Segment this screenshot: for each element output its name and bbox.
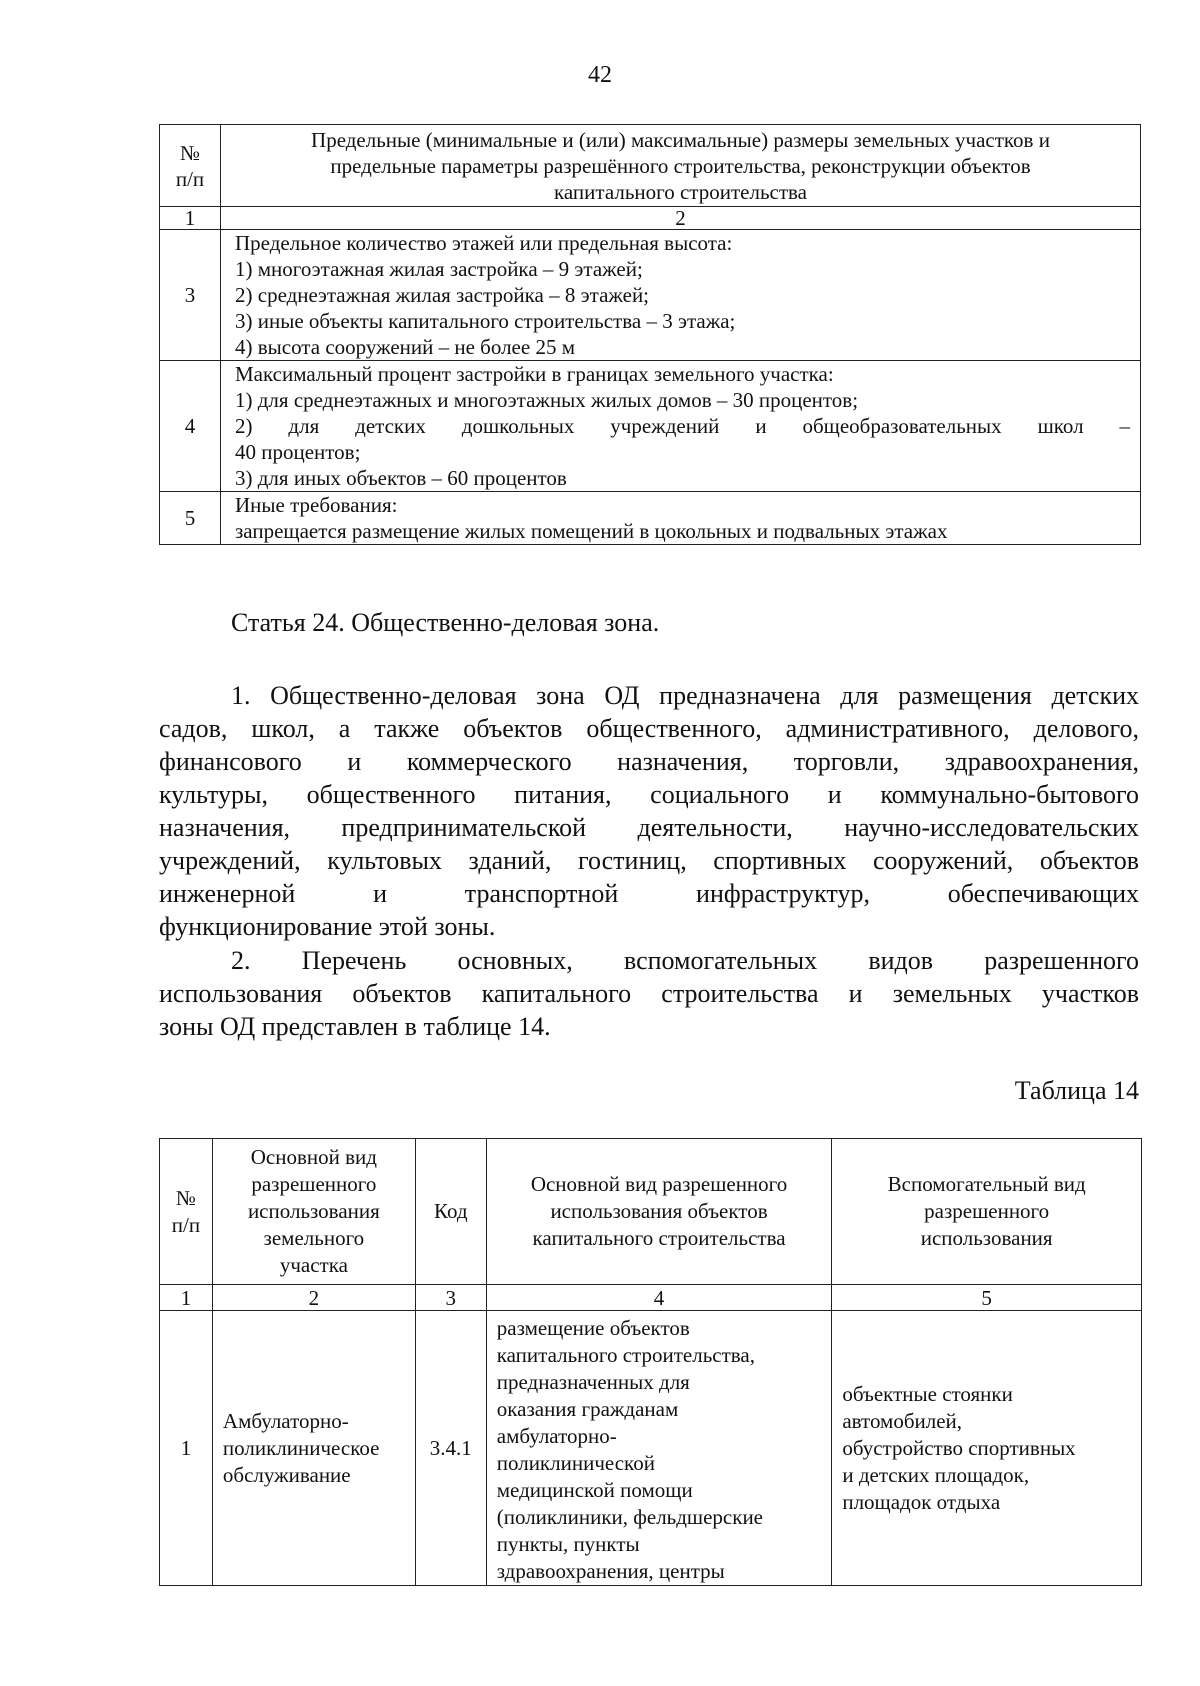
table-row (160, 361, 1141, 492)
table-header-row (160, 125, 1141, 207)
row-number: 4 (160, 361, 221, 492)
paragraph-line: финансового и коммерческого назначения, торговли, здравоохранения, (159, 747, 1139, 776)
table-caption: Таблица 14 (1014, 1076, 1139, 1105)
column-number: 2 (221, 207, 1141, 230)
paragraph-line: зоны ОД представлен в таблице 14. (159, 1012, 551, 1041)
cell-line: пункты, пункты (496, 1532, 640, 1556)
header-text: земельного (263, 1226, 365, 1250)
row-line: Максимальный процент застройки в границах земельного участка: (235, 362, 834, 386)
header-text: Вспомогательный вид (887, 1172, 1086, 1196)
header-land-use-cell (212, 1139, 415, 1285)
paragraph-1 (159, 679, 1139, 943)
header-text: разрешенного (924, 1199, 1050, 1223)
header-text: Основной вид (250, 1145, 377, 1169)
table-row (160, 1311, 1142, 1586)
column-number: 3 (415, 1285, 486, 1311)
row-number: 3 (160, 230, 221, 361)
cell-line: обслуживание (222, 1462, 351, 1487)
table-header-row (160, 1139, 1142, 1285)
column-number: 1 (160, 207, 221, 230)
cell-line: оказания гражданам (496, 1397, 679, 1421)
header-code-cell (415, 1139, 486, 1285)
cell-line: медицинской помощи (496, 1478, 693, 1502)
column-number: 5 (832, 1285, 1142, 1311)
header-capital-use-cell (486, 1139, 832, 1285)
paragraph-line: садов, школ, а также объектов общественного, административного, делового, (159, 714, 1139, 743)
table-row (160, 492, 1141, 545)
header-text: предельные параметры разрешённого строительства, реконструкции объектов (330, 153, 1031, 178)
header-text: Основной вид разрешенного (530, 1172, 788, 1196)
header-text: использования (920, 1226, 1053, 1250)
cell-line: амбулаторно- (496, 1424, 617, 1448)
header-auxiliary-use-cell (832, 1139, 1142, 1285)
row-line: 2) среднеэтажная жилая застройка – 8 этажей; (235, 283, 650, 307)
row-content (221, 361, 1141, 492)
capital-use-cell (486, 1311, 832, 1586)
header-text: п/п (175, 166, 205, 191)
header-text: разрешенного (251, 1172, 377, 1196)
cell-line: здравоохранения, центры (496, 1559, 725, 1583)
row-line: 3) иные объекты капитального строительства – 3 этажа; (235, 309, 736, 333)
paragraph-2 (159, 944, 1139, 1043)
header-text: использования (247, 1199, 380, 1223)
code-cell: 3.4.1 (415, 1311, 486, 1586)
page-number: 42 (588, 62, 612, 88)
paragraph-line: использования объектов капитального строительства и земельных участков (159, 979, 1139, 1008)
header-title-cell (221, 125, 1141, 207)
paragraph-line: функционирование этой зоны. (159, 912, 496, 941)
header-text: № (179, 140, 201, 165)
column-number: 2 (212, 1285, 415, 1311)
table-row (160, 230, 1141, 361)
auxiliary-use-cell (832, 1311, 1142, 1586)
cell-line: поликлинической (496, 1451, 655, 1475)
cell-line: (поликлиники, фельдшерские (496, 1505, 764, 1529)
paragraph-line: учреждений, культовых зданий, гостиниц, спортивных сооружений, объектов (159, 846, 1139, 875)
row-content (221, 230, 1141, 361)
cell-line: размещение объектов (496, 1316, 690, 1340)
land-use-cell (212, 1311, 415, 1586)
row-line: 3) для иных объектов – 60 процентов (235, 466, 567, 490)
row-line: 40 процентов; (235, 440, 361, 464)
paragraph-line: культуры, общественного питания, социального и коммунально-бытового (159, 780, 1139, 809)
cell-line: Амбулаторно- (222, 1408, 349, 1433)
paragraph-line: назначения, предпринимательской деятельности, научно-исследовательских (159, 813, 1139, 842)
row-line: Иные требования: (235, 493, 398, 517)
column-number: 4 (486, 1285, 832, 1311)
cell-line: объектные стоянки (842, 1381, 1013, 1406)
header-text: п/п (171, 1212, 201, 1237)
cell-line: предназначенных для (496, 1370, 690, 1394)
cell-line: автомобилей, (842, 1408, 963, 1433)
header-number-cell (160, 1139, 213, 1285)
paragraph-line: инженерной и транспортной инфраструктур, обеспечивающих (159, 879, 1139, 908)
row-number: 1 (160, 1311, 213, 1586)
header-text: Код (434, 1199, 468, 1223)
cell-line: поликлиническое (222, 1435, 380, 1460)
row-line: 2) для детских дошкольных учреждений и общеобразовательных школ – (235, 414, 1130, 438)
row-line: запрещается размещение жилых помещений в цокольных и подвальных этажах (235, 519, 948, 543)
land-use-table (159, 1138, 1142, 1586)
column-number-row (160, 1285, 1142, 1311)
row-line: 1) для среднеэтажных и многоэтажных жилых домов – 30 процентов; (235, 388, 859, 412)
column-number-row (160, 207, 1141, 230)
header-text: Предельные (минимальные и (или) максимальные) размеры земельных участков и (311, 127, 1050, 152)
cell-line: площадок отдыха (842, 1489, 1001, 1514)
cell-line: обустройство спортивных (842, 1435, 1076, 1460)
header-text: использования объектов (550, 1199, 768, 1223)
header-text: № (175, 1185, 196, 1210)
header-text: капитального строительства (532, 1226, 786, 1250)
row-line: Предельное количество этажей или предельная высота: (235, 231, 733, 255)
zoning-parameters-table (159, 124, 1141, 545)
article-heading: Статья 24. Общественно-деловая зона. (231, 608, 660, 637)
row-content (221, 492, 1141, 545)
paragraph-line: 1. Общественно-деловая зона ОД предназначена для размещения детских (231, 681, 1139, 710)
row-number: 5 (160, 492, 221, 545)
row-line: 4) высота сооружений – не более 25 м (235, 335, 575, 359)
cell-line: капитального строительства, (496, 1343, 755, 1367)
paragraph-line: 2. Перечень основных, вспомогательных видов разрешенного (231, 946, 1139, 975)
header-number-cell (160, 125, 221, 207)
row-line: 1) многоэтажная жилая застройка – 9 этажей; (235, 257, 643, 281)
column-number: 1 (160, 1285, 213, 1311)
header-text: капитального строительства (554, 179, 807, 204)
header-text: участка (279, 1253, 348, 1277)
cell-line: и детских площадок, (842, 1462, 1030, 1487)
